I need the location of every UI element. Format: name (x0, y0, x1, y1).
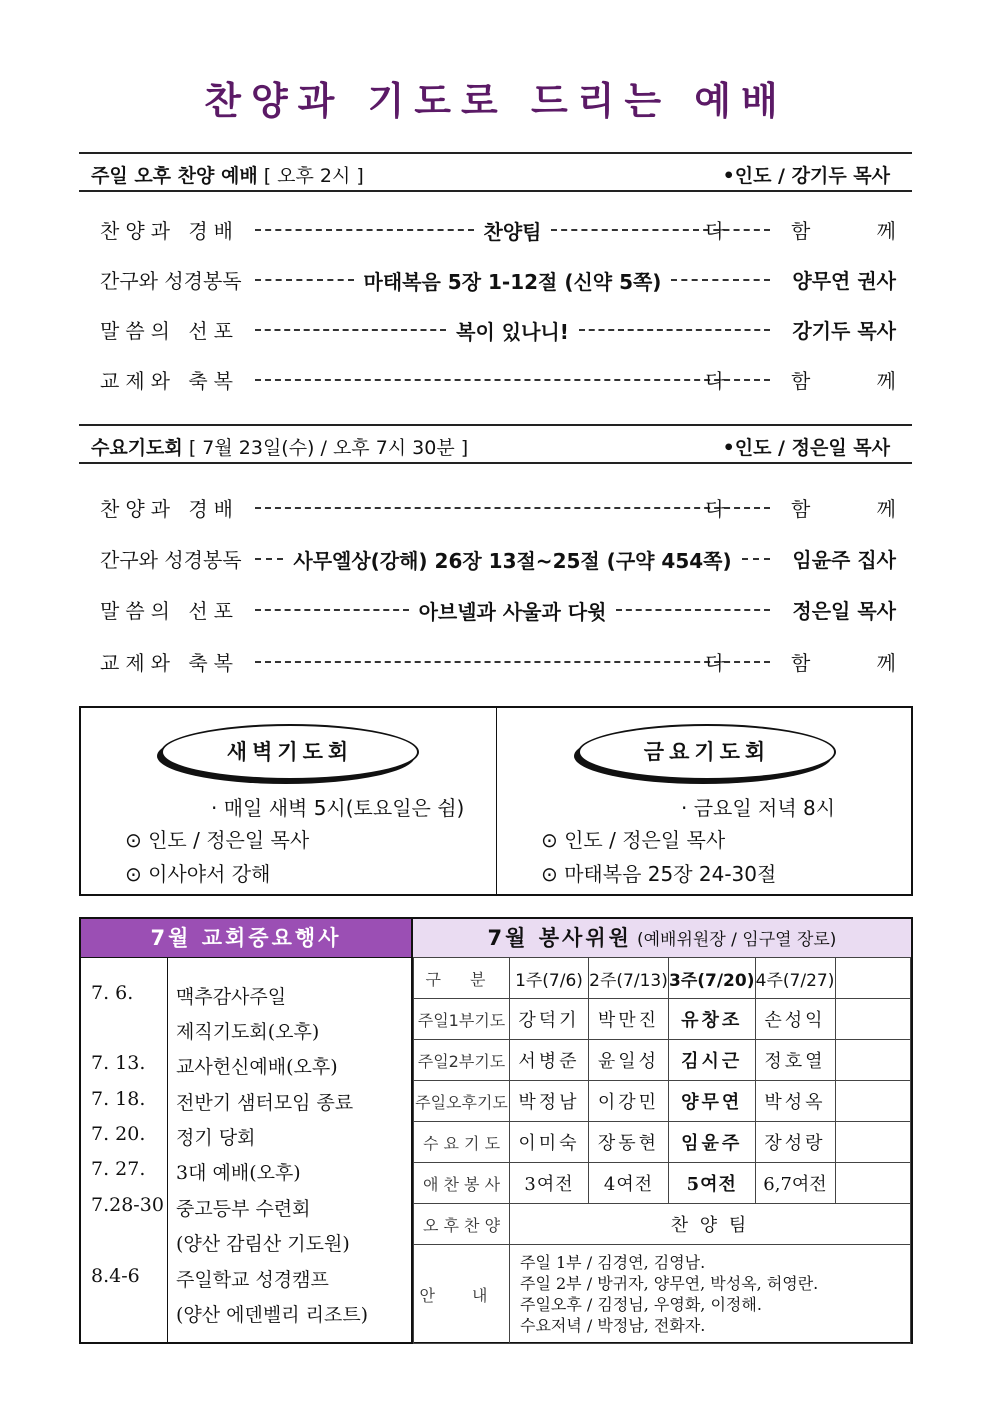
table-row (414, 999, 911, 1040)
friday-prayer-time: · 금요일 저녁 8시 (681, 796, 836, 820)
header-empty (835, 958, 911, 999)
name-cell: 손성익 (755, 999, 835, 1040)
name-cell: 김시근 (669, 1040, 756, 1081)
name-cell: 박정남 (510, 1081, 589, 1122)
table-row (414, 1245, 911, 1344)
wednesday-row-sermon (100, 595, 896, 625)
sunday-service-name: 주일 오후 찬양 예배 (91, 165, 258, 187)
name-cell: 장성랑 (755, 1122, 835, 1163)
header-week-2: 2주(7/13) (589, 958, 669, 999)
event-text: 중고등부 수련회 (176, 1198, 311, 1220)
row-content: 찬양팀 (483, 219, 542, 244)
friday-prayer-title: 금요기도회 (578, 724, 836, 780)
row-label: 교제와 축복 (100, 369, 239, 393)
name-cell: 유창조 (669, 999, 756, 1040)
row-content: 사무엘상(강해) 26장 13절~25절 (구약 454쪽) (293, 548, 732, 573)
row-person: 다 함 께 (705, 651, 926, 675)
name-cell: 이미숙 (510, 1122, 589, 1163)
role-cell: 오 후 찬 양 (414, 1204, 510, 1245)
row-content: 아브넬과 사울과 다윗 (418, 599, 607, 624)
event-date: 7. 6. (91, 982, 134, 1004)
wednesday-service-name: 수요기도회 (91, 437, 183, 459)
row-person: 다 함 께 (705, 497, 926, 521)
header-week-4: 4주(7/27) (755, 958, 835, 999)
row-person: 임윤주 집사 (792, 548, 896, 572)
event-text: 정기 당회 (176, 1127, 256, 1149)
row-label: 말씀의 선포 (100, 599, 239, 623)
row-label: 간구와 성경봉독 (100, 548, 242, 572)
name-cell: 박만진 (589, 999, 669, 1040)
row-label: 말씀의 선포 (100, 319, 239, 343)
service-roster-header (413, 919, 911, 957)
name-cell: 박성옥 (755, 1081, 835, 1122)
row-person: 양무연 권사 (792, 269, 896, 293)
name-cell: 양무연 (669, 1081, 756, 1122)
event-text: (양산 감림산 기도원) (176, 1233, 350, 1255)
row-content: 마태복음 5장 1-12절 (신약 5쪽) (363, 269, 662, 294)
wednesday-row-praise (100, 493, 926, 523)
prayer-meetings-box (79, 706, 913, 896)
event-text: (양산 에덴벨리 리조트) (176, 1304, 369, 1326)
sunday-row-sermon (100, 315, 896, 345)
event-date: 7.28-30 (91, 1194, 164, 1216)
wednesday-service-time: [ 7월 23일(수) / 오후 7시 30분 ] (188, 437, 469, 459)
event-date: 7. 18. (91, 1088, 146, 1110)
wednesday-row-scripture (100, 544, 896, 574)
service-roster-panel (411, 917, 913, 1344)
name-cell: 강덕기 (510, 999, 589, 1040)
name-cell: 6,7여전 (755, 1163, 835, 1204)
name-cell: 서병준 (510, 1040, 589, 1081)
dawn-prayer-time: · 매일 새벽 5시(토요일은 쉼) (211, 796, 465, 820)
friday-prayer-leader: ⊙ 인도 / 정은일 목사 (541, 828, 726, 852)
row-content: 복이 있나니! (456, 319, 569, 344)
table-row (414, 1040, 911, 1081)
notice-line: 수요저녁 / 박정남, 전화자. (520, 1316, 706, 1335)
name-cell: 정호열 (755, 1040, 835, 1081)
event-text: 3대 예배(오후) (176, 1162, 301, 1184)
event-text: 주일학교 성경캠프 (176, 1269, 329, 1291)
service-roster-table (413, 957, 911, 1344)
role-cell: 안 내 (414, 1245, 510, 1344)
row-label: 찬양과 경배 (100, 497, 239, 521)
name-cell: 윤일성 (589, 1040, 669, 1081)
table-row (414, 1204, 911, 1245)
event-text: 제직기도회(오후) (176, 1021, 320, 1043)
name-cell: 이강민 (589, 1081, 669, 1122)
event-text: 교사헌신예배(오후) (176, 1056, 338, 1078)
wednesday-service-leader: •인도 / 정은일 목사 (722, 437, 890, 459)
events-panel (79, 917, 413, 1344)
notice-line: 주일오후 / 김정님, 우영화, 이정해. (520, 1295, 762, 1314)
notice-cell (510, 1245, 911, 1344)
row-person: 강기두 목사 (792, 319, 896, 343)
dawn-prayer-leader: ⊙ 인도 / 정은일 목사 (125, 828, 310, 852)
event-date: 7. 27. (91, 1158, 146, 1180)
role-cell: 주일1부기도 (414, 999, 510, 1040)
choir-cell: 찬 양 팀 (510, 1204, 911, 1245)
role-cell: 주일오후기도 (414, 1081, 510, 1122)
name-cell: 3여전 (510, 1163, 589, 1204)
service-roster-title: 7월 봉사위원 (487, 926, 632, 950)
name-cell: 4여전 (589, 1163, 669, 1204)
sunday-row-praise (100, 215, 926, 245)
table-row (414, 1122, 911, 1163)
event-date: 8.4-6 (91, 1265, 140, 1287)
sunday-service-leader: •인도 / 강기두 목사 (722, 165, 890, 187)
role-cell: 주일2부기도 (414, 1040, 510, 1081)
events-title: 7월 교회중요행사 (81, 919, 411, 957)
event-text: 전반기 샘터모임 종료 (176, 1092, 354, 1114)
row-person: 정은일 목사 (792, 599, 896, 623)
row-label: 찬양과 경배 (100, 219, 239, 243)
table-row (414, 1081, 911, 1122)
wednesday-service-header (79, 424, 912, 464)
header-week-3: 3주(7/20) (669, 958, 756, 999)
header-week-1: 1주(7/6) (510, 958, 589, 999)
friday-prayer-text: ⊙ 마태복음 25장 24-30절 (541, 862, 777, 886)
page-title: 찬양과 기도로 드리는 예배 (204, 79, 788, 123)
name-cell: 5여전 (669, 1163, 756, 1204)
dawn-prayer-text: ⊙ 이사야서 강해 (125, 862, 271, 886)
event-date: 7. 20. (91, 1123, 146, 1145)
sunday-row-scripture (100, 265, 896, 295)
event-date: 7. 13. (91, 1052, 146, 1074)
name-cell: 장동현 (589, 1122, 669, 1163)
name-cell: 임윤주 (669, 1122, 756, 1163)
sunday-row-fellowship (100, 365, 926, 395)
wednesday-row-fellowship (100, 647, 926, 677)
row-person: 다 함 께 (705, 219, 926, 243)
row-label: 교제와 축복 (100, 651, 239, 675)
sunday-service-header (79, 152, 912, 192)
header-category: 구 분 (414, 958, 510, 999)
table-header-row (414, 958, 911, 999)
dawn-prayer-title: 새벽기도회 (161, 724, 419, 780)
role-cell: 수 요 기 도 (414, 1122, 510, 1163)
sunday-service-time: [ 오후 2시 ] (263, 165, 364, 187)
notice-line: 주일 2부 / 방귀자, 양무연, 박성옥, 허영란. (520, 1274, 819, 1293)
event-text: 맥추감사주일 (176, 986, 287, 1008)
row-person: 다 함 께 (705, 369, 926, 393)
role-cell: 애 찬 봉 사 (414, 1163, 510, 1204)
table-row (414, 1163, 911, 1204)
service-roster-subtitle: (예배위원장 / 임구열 장로) (637, 930, 837, 950)
row-label: 간구와 성경봉독 (100, 269, 242, 293)
notice-line: 주일 1부 / 김경연, 김영남. (520, 1253, 706, 1272)
